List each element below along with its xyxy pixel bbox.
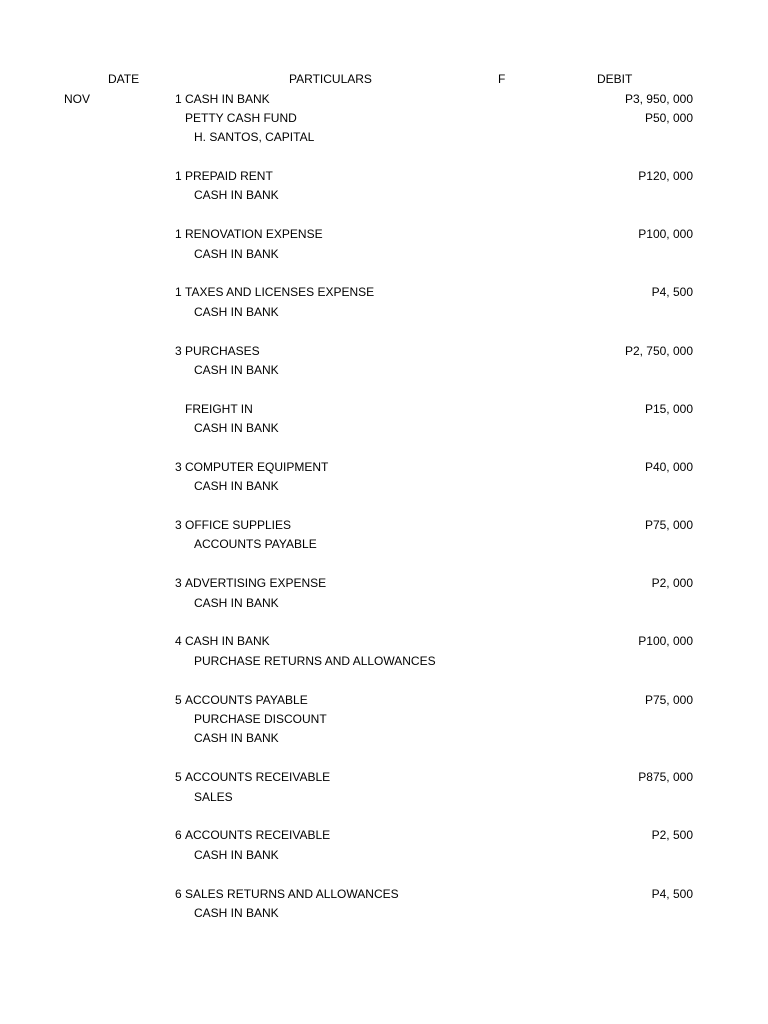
debit-amount: P4, 500 [651, 886, 693, 901]
debit-amount: P75, 000 [644, 518, 693, 533]
entry-day: 6 [175, 828, 182, 843]
debit-account: RENOVATION EXPENSE [185, 227, 323, 242]
debit-account: PURCHASES [185, 343, 260, 358]
credit-account: CASH IN BANK [194, 595, 279, 610]
credit-account: CASH IN BANK [194, 731, 279, 746]
credit-line [0, 535, 768, 554]
journal-entry [0, 458, 768, 497]
debit-amount: P3, 950, 000 [624, 91, 693, 106]
debit-amount: P2, 750, 000 [624, 343, 693, 358]
credit-account: ACCOUNTS PAYABLE [194, 537, 317, 552]
credit-account: PURCHASE RETURNS AND ALLOWANCES [194, 653, 436, 668]
debit-account: ACCOUNTS RECEIVABLE [185, 828, 331, 843]
debit-line [0, 458, 768, 477]
debit-amount: P40, 000 [644, 459, 693, 474]
debit-amount: P875, 000 [638, 770, 693, 785]
month-label: NOV [64, 92, 91, 106]
credit-line [0, 904, 768, 923]
journal-entry [0, 768, 768, 807]
debit-amount: P2, 000 [651, 576, 693, 591]
debit-line [0, 283, 768, 302]
credit-account: CASH IN BANK [194, 847, 279, 862]
entry-day: 1 [175, 169, 182, 184]
debit-account: SALES RETURNS AND ALLOWANCES [185, 886, 399, 901]
journal-entry [0, 885, 768, 924]
credit-account: CASH IN BANK [194, 362, 279, 377]
header-date: DATE [108, 72, 140, 86]
debit-account: CASH IN BANK [185, 634, 270, 649]
debit-account: ADVERTISING EXPENSE [185, 576, 327, 591]
debit-account: PETTY CASH FUND [185, 110, 297, 125]
journal-entry [0, 632, 768, 671]
header-particulars: PARTICULARS [289, 72, 372, 86]
credit-account: CASH IN BANK [194, 246, 279, 261]
entry-day: 4 [175, 634, 182, 649]
credit-line [0, 186, 768, 205]
debit-amount: P50, 000 [644, 110, 693, 125]
entry-day: 1 [175, 285, 182, 300]
journal-entry [0, 400, 768, 439]
debit-account: OFFICE SUPPLIES [185, 518, 292, 533]
debit-account: COMPUTER EQUIPMENT [185, 459, 329, 474]
debit-line [0, 632, 768, 651]
credit-line [0, 652, 768, 671]
debit-amount: P75, 000 [644, 692, 693, 707]
header-folio: F [498, 72, 506, 86]
debit-line [0, 885, 768, 904]
debit-line [0, 516, 768, 535]
debit-account: ACCOUNTS PAYABLE [185, 692, 308, 707]
credit-line [0, 729, 768, 748]
credit-line [0, 788, 768, 807]
journal-entry [0, 516, 768, 555]
credit-account: PURCHASE DISCOUNT [194, 712, 327, 726]
journal-entry [0, 691, 768, 749]
credit-line [0, 128, 768, 147]
debit-line [0, 826, 768, 845]
journal-entry [0, 283, 768, 322]
credit-account: H. SANTOS, CAPITAL [194, 130, 315, 145]
credit-account: CASH IN BANK [194, 421, 279, 436]
entry-day: 3 [175, 343, 182, 358]
debit-line [0, 691, 768, 710]
journal-entry [0, 225, 768, 264]
credit-account: CASH IN BANK [194, 188, 279, 203]
debit-amount: P100, 000 [638, 634, 693, 649]
journal-entries [0, 90, 768, 943]
debit-account: TAXES AND LICENSES EXPENSE [185, 285, 375, 300]
debit-line [0, 342, 768, 361]
entry-day: 3 [175, 518, 182, 533]
credit-account: SALES [194, 789, 233, 804]
credit-line [0, 361, 768, 380]
debit-line [0, 167, 768, 186]
credit-line [0, 846, 768, 865]
debit-amount: P120, 000 [638, 169, 693, 184]
debit-line [0, 768, 768, 787]
debit-line [0, 90, 768, 109]
debit-account: PREPAID RENT [185, 169, 273, 184]
header-debit: DEBIT [597, 72, 633, 86]
debit-line [0, 225, 768, 244]
journal-entry [0, 826, 768, 865]
credit-account: CASH IN BANK [194, 905, 279, 920]
credit-line [0, 419, 768, 438]
credit-account: CASH IN BANK [194, 479, 279, 494]
entry-day: 5 [175, 770, 182, 785]
debit-line [0, 400, 768, 419]
debit-line [0, 109, 768, 128]
credit-account: CASH IN BANK [194, 304, 279, 319]
entry-day: 6 [175, 886, 182, 901]
journal-entry [0, 342, 768, 381]
entry-day: 5 [175, 692, 182, 707]
debit-line [0, 574, 768, 593]
debit-amount: P4, 500 [651, 285, 693, 300]
entry-day: 3 [175, 576, 182, 591]
journal-entry [0, 90, 768, 148]
credit-line [0, 710, 768, 729]
debit-amount: P100, 000 [638, 227, 693, 242]
journal-entry [0, 167, 768, 206]
debit-amount: P15, 000 [644, 401, 693, 416]
debit-account: CASH IN BANK [185, 91, 270, 106]
entry-day: 1 [175, 91, 182, 106]
credit-line [0, 477, 768, 496]
credit-line [0, 245, 768, 264]
journal-entry [0, 574, 768, 613]
entry-day: 3 [175, 459, 182, 474]
entry-day: 1 [175, 227, 182, 242]
debit-account: FREIGHT IN [185, 401, 253, 416]
credit-line [0, 303, 768, 322]
debit-amount: P2, 500 [651, 828, 693, 843]
credit-line [0, 594, 768, 613]
debit-account: ACCOUNTS RECEIVABLE [185, 770, 331, 785]
